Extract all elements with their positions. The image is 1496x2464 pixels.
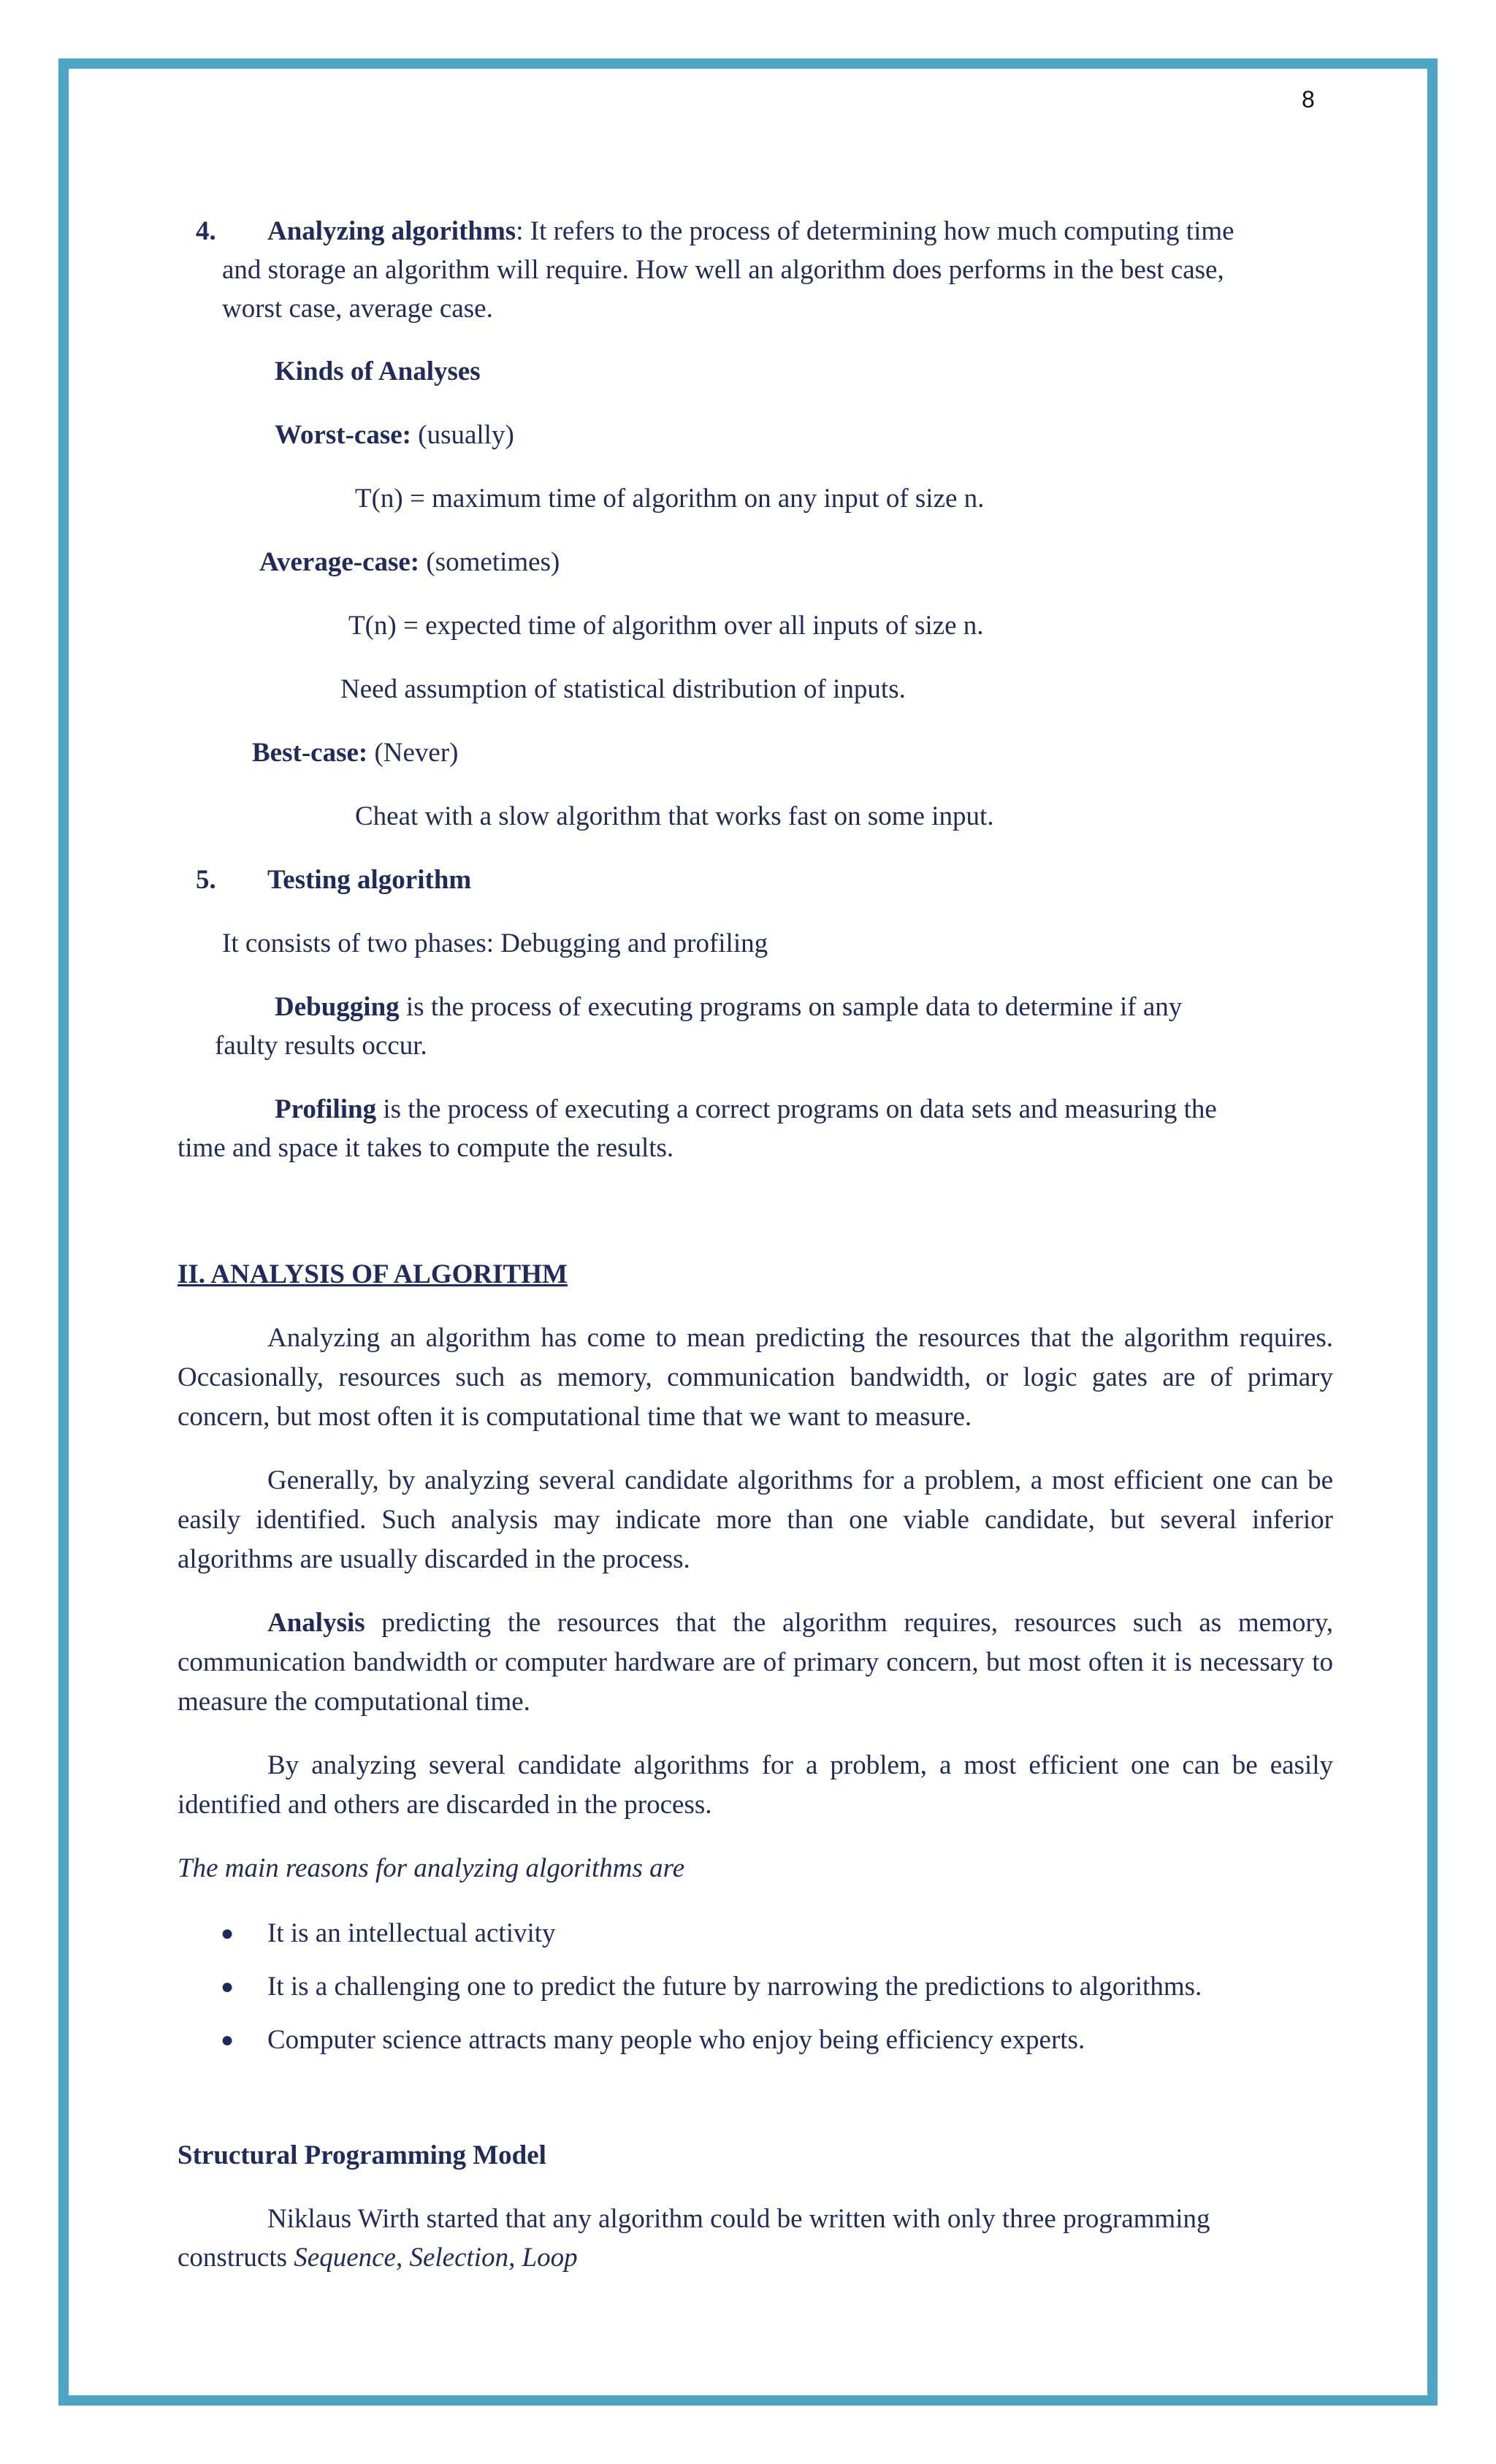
item4-line3: worst case, average case. bbox=[222, 294, 493, 324]
bullet-2: ● bbox=[221, 1975, 234, 1999]
item5-phases: It consists of two phases: Debugging and profiling bbox=[222, 928, 768, 958]
debugging-line1 bbox=[275, 988, 1182, 1027]
kinds-heading: Kinds of Analyses bbox=[275, 356, 481, 386]
average-case-line bbox=[259, 543, 560, 582]
section2-para1: Analyzing an algorithm has come to mean predicting the resources that the algorithm requires. Occasionally, resources such as memory, communication bandwidth, or logic gates are of primary concern, but most often it is computational time that we want to measure. bbox=[178, 1323, 1333, 1432]
section2-para4: By analyzing several candidate algorithms for a problem, a most efficient one can be easily identified and others are discarded in the process. bbox=[178, 1750, 1333, 1820]
average-case-note: (sometimes) bbox=[419, 547, 560, 577]
worst-case-note: (usually) bbox=[411, 420, 514, 450]
profiling-line2: time and space it takes to compute the results. bbox=[178, 1133, 674, 1163]
analysis-text: predicting the resources that the algorithm requires, resources such as memory, communication bandwidth or computer hardware are of primary concern, but most often it is necessary to measure the computational time. bbox=[178, 1608, 1333, 1717]
profiling-label: Profiling bbox=[275, 1094, 377, 1124]
structural-line2 bbox=[178, 2238, 578, 2278]
best-case-definition: Cheat with a slow algorithm that works fast on some input. bbox=[355, 801, 994, 831]
item4-title: Analyzing algorithms bbox=[267, 216, 516, 246]
worst-case-label: Worst-case: bbox=[275, 420, 411, 450]
best-case-label: Best-case: bbox=[252, 738, 368, 768]
item5-number: 5. bbox=[196, 865, 216, 895]
reason-3: Computer science attracts many people who enjoy being efficiency experts. bbox=[267, 2025, 1085, 2055]
profiling-text: is the process of executing a correct programs on data sets and measuring the bbox=[376, 1094, 1217, 1124]
item4-number: 4. bbox=[196, 216, 216, 246]
best-case-line bbox=[252, 733, 459, 773]
bullet-3: ● bbox=[221, 2028, 234, 2052]
page-number: 8 bbox=[1302, 86, 1315, 112]
bullet-1: ● bbox=[221, 1921, 234, 1945]
structural-heading: Structural Programming Model bbox=[178, 2140, 546, 2170]
average-case-label: Average-case: bbox=[259, 547, 420, 577]
reason-2: It is a challenging one to predict the future by narrowing the predictions to algorithms. bbox=[267, 1972, 1202, 2002]
average-case-definition: T(n) = expected time of algorithm over all inputs of size n. bbox=[348, 611, 984, 641]
section2-para2: Generally, by analyzing several candidate algorithms for a problem, a most efficient one can be easily identified. Such analysis may indicate more than one viable candidate, but several inferior algorithms are usually discarded in the process. bbox=[178, 1465, 1333, 1574]
worst-case-line bbox=[275, 416, 514, 455]
best-case-note: (Never) bbox=[367, 738, 459, 768]
worst-case-definition: T(n) = maximum time of algorithm on any input of size n. bbox=[355, 484, 985, 514]
item4-line2: and storage an algorithm will require. How well an algorithm does performs in the best case, bbox=[222, 255, 1224, 285]
reason-1: It is an intellectual activity bbox=[267, 1918, 556, 1948]
profiling-line1 bbox=[275, 1090, 1217, 1129]
analysis-label: Analysis bbox=[267, 1608, 365, 1638]
item4-text-1: : It refers to the process of determining how much computing time bbox=[516, 216, 1234, 246]
section2-para3 bbox=[178, 1603, 1333, 1722]
debugging-text: is the process of executing programs on sample data to determine if any bbox=[399, 992, 1183, 1022]
item5-title: Testing algorithm bbox=[267, 865, 472, 895]
structural-constructs: Sequence, Selection, Loop bbox=[294, 2243, 578, 2273]
structural-line1: Niklaus Wirth started that any algorithm could be written with only three programming bbox=[267, 2204, 1210, 2234]
reasons-heading: The main reasons for analyzing algorithms are bbox=[178, 1853, 685, 1883]
average-case-assumption: Need assumption of statistical distribution of inputs. bbox=[340, 674, 906, 704]
section2-heading: II. ANALYSIS OF ALGORITHM bbox=[178, 1259, 568, 1289]
structural-prefix: constructs bbox=[178, 2243, 294, 2273]
item4-line1 bbox=[267, 212, 1234, 251]
debugging-line2: faulty results occur. bbox=[215, 1031, 427, 1061]
debugging-label: Debugging bbox=[275, 992, 400, 1022]
